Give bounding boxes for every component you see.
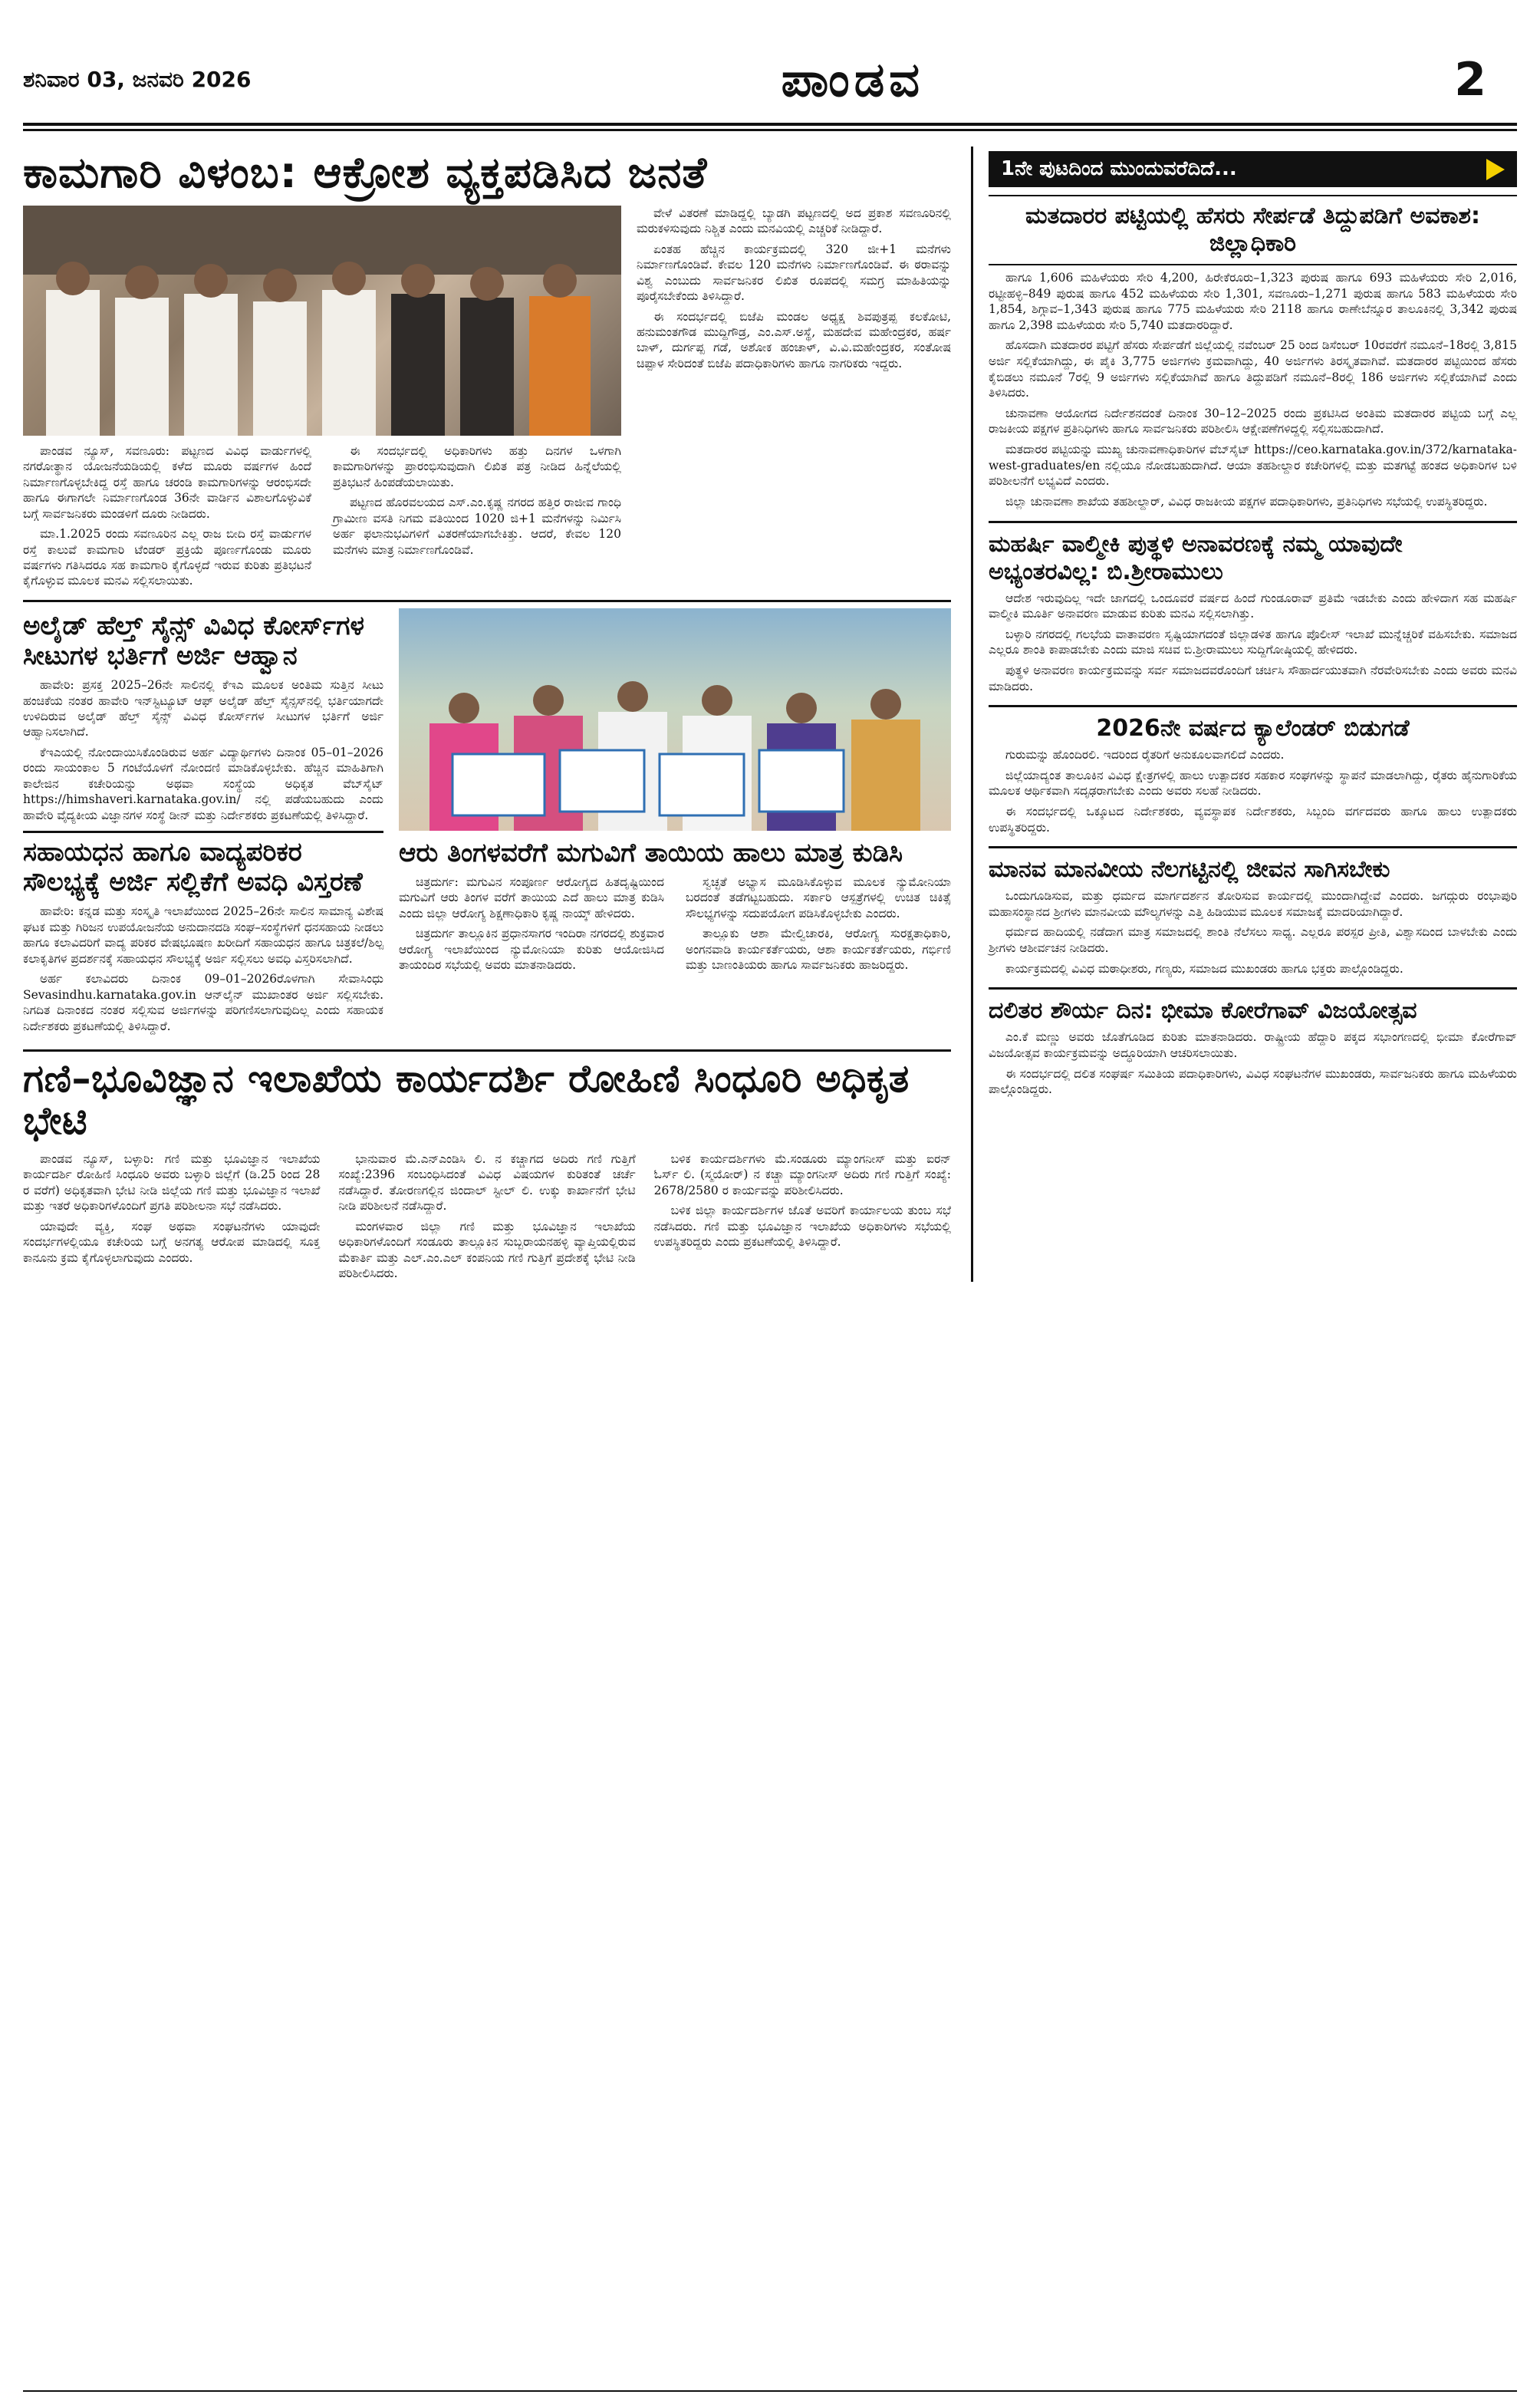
paragraph: ಹಾವೇರಿ: ಕನ್ನಡ ಮತ್ತು ಸಂಸ್ಕೃತಿ ಇಲಾಖೆಯಿಂದ 2025–26ನೇ ಸಾಲಿನ ಸಾಮಾನ್ಯ ವಿಶೇಷ ಘಟಕ ಮತ್ತು ಗಿರಿಜನ ಉಪಯೋಜನೆಯ ಅನುದಾನದಡಿ ಸಂಘ–ಸಂಸ್ಥೆಗಳಿಗೆ ಧನಸಹಾಯ ನೀಡಲು ಹಾಗೂ ಕಲಾವಿದರಿಗೆ ವಾದ್ಯ ಪರಿಕರ ವೇಷಭೂಷಣ ಖರೀದಿಗೆ ಸಹಾಯಧನ ಹಾಗೂ ಚಿತ್ರಕಲೆ/ಶಿಲ್ಪ ಕಲಾಕೃತಿಗಳ ಪ್ರದರ್ಶನಕ್ಕೆ ಸಹಾಯಧನ ಸೌಲಭ್ಯಕ್ಕೆ ಅರ್ಜಿ ಸಲ್ಲಿಸಲು ಅವಧಿ ವಿಸ್ತರಿಸಲಾಗಿದೆ. [23,904,383,966]
paragraph: ಚಿತ್ರದುರ್ಗ ತಾಲ್ಲೂಕಿನ ಪ್ರಧಾನಸಾಗರ ಇಂದಿರಾ ನಗರದಲ್ಲಿ ಶುಕ್ರವಾರ ಆರೋಗ್ಯ ಇಲಾಖೆಯಿಂದ ನ್ಯುಮೋನಿಯಾ ಕುರಿತು ಆಯೋಜಿಸಿದ ತಾಯಂದಿರ ಸಭೆಯಲ್ಲಿ ಅವರು ಮಾತನಾಡಿದರು. [399,927,664,973]
paragraph: ಈ ಸಂದರ್ಭದಲ್ಲಿ ಅಧಿಕಾರಿಗಳು ಹತ್ತು ದಿನಗಳ ಒಳಗಾಗಿ ಕಾಮಗಾರಿಗಳನ್ನು ಪ್ರಾರಂಭಿಸುವುದಾಗಿ ಲಿಖಿತ ಪತ್ರ ನೀಡಿದ ಹಿನ್ನೆಲೆಯಲ್ಲಿ ಪ್ರತಿಭಟನೆ ಹಿಂಪಡೆಯಲಾಯಿತು. [333,443,621,489]
voter-list-headline: ಮತದಾರರ ಪಟ್ಟಿಯಲ್ಲಿ ಹೆಸರು ಸೇರ್ಪಡೆ ತಿದ್ದುಪಡಿಗೆ ಅವಕಾಶ: ಜಿಲ್ಲಾಧಿಕಾರಿ [989,195,1517,265]
paragraph: ಆದೇಶ ಇರುವುದಿಲ್ಲ ಇದೇ ಜಾಗದಲ್ಲಿ ಒಂದೂವರೆ ವರ್ಷದ ಹಿಂದೆ ಗುಂಡೂರಾವ್ ಪ್ರತಿಮೆ ಇಡಬೇಕು ಎಂದು ಹೇಳಿದಾಗ ಸಹ ಮಹರ್ಷಿ ವಾಲ್ಮೀಕಿ ಮೂರ್ತಿ ಅನಾವರಣ ಮಾಡುವ ಕುರಿತು ಮನವಿ ಸಲ್ಲಿಸಲಾಗಿತ್ತು. [989,591,1517,621]
lead-row [23,206,951,589]
lead-story [23,148,951,589]
middle-row [23,608,951,1039]
allied-health-story [23,611,383,823]
paragraph: ಪುತ್ಥಳಿ ಅನಾವರಣ ಕಾರ್ಯಕ್ರಮವನ್ನು ಸರ್ವ ಸಮಾಜದವರೊಂದಿಗೆ ಚರ್ಚಿಸಿ ಸೌಹಾರ್ದಯುತವಾಗಿ ನೆರವೇರಿಸಬೇಕು ಎಂದು ಅವರು ಮನವಿ ಮಾಡಿದರು. [989,663,1517,693]
section-divider [23,1049,951,1052]
music-grant-body [23,904,383,1034]
paragraph: ಎಂ.ಕೆ ಮಣ್ಣು ಅವರು ಜೊತೆಗೂಡಿದ ಕುರಿತು ಮಾತನಾಡಿದರು. ರಾಷ್ಟ್ರೀಯ ಹೆದ್ದಾರಿ ಪಕ್ಕದ ಸಭಾಂಗಣದಲ್ಲಿ ಭೀಮಾ ಕೋರೆಗಾವ್ ವಿಜಯೋತ್ಸವ ಕಾರ್ಯಕ್ರಮವನ್ನು ಅದ್ಧೂರಿಯಾಗಿ ಆಚರಿಸಲಾಯಿತು. [989,1030,1517,1060]
arrow-right-icon [1486,159,1505,180]
masthead [23,37,1517,126]
calendar-story [989,715,1517,835]
mining-story [23,1058,951,1282]
lead-photo-art [23,206,621,436]
footer-rule [23,2390,1517,2392]
paragraph: ಬಳಿಕ ಜಿಲ್ಲಾ ಕಾರ್ಯದರ್ಶಿಗಳ ಜೊತೆ ಅವರಿಗೆ ಕಾರ್ಯಾಲಯ ತುಂಬ ಸಭೆ ನಡೆಸಿದರು. ಗಣಿ ಮತ್ತು ಭೂವಿಜ್ಞಾನ ಇಲಾಖೆಯ ಅಧಿಕಾರಿಗಳು ಸಭೆಯಲ್ಲಿ ಉಪಸ್ಥಿತರಿದ್ದರು ಎಂದು ಪ್ರಕಟಣೆಯಲ್ಲಿ ತಿಳಿಸಿದ್ದಾರೆ. [653,1204,951,1250]
paragraph: ಯಾವುದೇ ವ್ಯಕ್ತಿ, ಸಂಘ ಅಥವಾ ಸಂಘಟನೆಗಳು ಯಾವುದೇ ಸಂದರ್ಭಗಳಲ್ಲಿಯೂ ಕಚೇರಿಯ ಬಗ್ಗೆ ಅನಗತ್ಯ ಆರೋಪ ಮಾಡಿದಲ್ಲಿ ಸೂಕ್ತ ಕಾನೂನು ಕ್ರಮ ಕೈಗೊಳ್ಳಲಾಗುವುದು ಎಂದರು. [23,1219,321,1265]
paragraph: ಪಾಂಡವ ನ್ಯೂಸ್, ಸವಣೂರು: ಪಟ್ಟಣದ ವಿವಿಧ ವಾರ್ಡುಗಳಲ್ಲಿ ನಗರೋತ್ಥಾನ ಯೋಜನೆಯಡಿಯಲ್ಲಿ ಕಳೆದ ಮೂರು ವರ್ಷಗಳ ಹಿಂದೆ ನಿರ್ಮಾಣಗೊಳ್ಳಬೇಕಿದ್ದ ರಸ್ತೆ ಹಾಗೂ ಚರಂಡಿ ಕಾಮಗಾರಿಗಳನ್ನು ಆರಂಭಿಸದೇ ಹಾಗೂ ಈಗಾಗಲೇ ನಿರ್ಮಾಣಗೊಂಡ 36ನೇ ವಾರ್ಡಿನ ವಿಶಾಲಗೊಳ್ಳುವಿಕೆ ಬಗ್ಗೆ ಸಾರ್ವಜನಿಕರು ಮಂಡಳಿಗೆ ದೂರು ನೀಡಿದರು. [23,443,311,521]
paragraph: ಈ ಸಂದರ್ಭದಲ್ಲಿ ಒಕ್ಕೂಟದ ನಿರ್ದೇಶಕರು, ವ್ಯವಸ್ಥಾಪಕ ನಿರ್ದೇಶಕರು, ಸಿಬ್ಬಂದಿ ವರ್ಗದವರು ಹಾಗೂ ಹಾಲು ಉತ್ಪಾದಕರು ಉಪಸ್ಥಿತರಿದ್ದರು. [989,805,1517,835]
mother-milk-photo [399,608,951,831]
section-divider [989,987,1517,990]
paragraph: ಮಾ.1.2025 ರಂದು ಸವಣೂರಿನ ಎಲ್ಲ ರಾಜ ಬೀದಿ ರಸ್ತೆ ವಾರ್ಡುಗಳ ರಸ್ತೆ ಕಾಲುವೆ ಕಾಮಗಾರಿ ಟೆಂಡರ್ ಪ್ರಕ್ರಿಯೆ ಪೂರ್ಣಗೊಂಡು ಮೂರು ವರ್ಷಗಳು ಗತಿಸಿದರೂ ಸಹ ಕಾಮಗಾರಿ ಕೈಗೊಳ್ಳದೆ ಇರುವ ಕುರಿತು ಪ್ರತಿಭಟನೆ ಕೈಗೊಳ್ಳುವ ಮೂಲಕ ಮನವಿ ಸಲ್ಲಿಸಲಾಯಿತು. [23,527,311,588]
middle-right-story [399,608,951,1039]
lead-headline: ಕಾಮಗಾರಿ ವಿಳಂಬ: ಆಕ್ರೋಶ ವ್ಯಕ್ತಪಡಿಸಿದ ಜನತೆ [23,148,708,198]
humanity-story [989,856,1517,977]
humanity-headline: ಮಾನವ ಮಾನವೀಯ ನೆಲಗಟ್ಟಿನಲ್ಲಿ ಜೀವನ ಸಾಗಿಸಬೇಕು [989,856,1390,884]
valmiki-headline: ಮಹರ್ಷಿ ವಾಲ್ಮೀಕಿ ಪುತ್ಥಳಿ ಅನಾವರಣಕ್ಕೆ ನಮ್ಮ ಯಾವುದೇ ಅಭ್ಯಂತರವಿಲ್ಲ: ಬಿ.ಶ್ರೀರಾಮುಲು [989,530,1403,585]
paragraph: ಜಿಲ್ಲಾ ಚುನಾವಣಾ ಶಾಖೆಯ ತಹಶೀಲ್ದಾರ್, ವಿವಿಧ ರಾಜಕೀಯ ಪಕ್ಷಗಳ ಪದಾಧಿಕಾರಿಗಳು, ಪ್ರತಿನಿಧಿಗಳು ಸಭೆಯಲ್ಲಿ ಉಪಸ್ಥಿತರಿದ್ದರು. [1005,494,1488,509]
paragraph: ಪಟ್ಟಣದ ಹೊರವಲಯದ ಎಸ್.ಎಂ.ಕೃಷ್ಣ ನಗರದ ಹತ್ತಿರ ರಾಜೀವ ಗಾಂಧಿ ಗ್ರಾಮೀಣ ವಸತಿ ನಿಗಮ ವತಿಯಿಂದ 1020 ಜಿ+1 ಮನೆಗಳನ್ನು ನಿರ್ಮಿಸಿ ಅರ್ಹ ಫಲಾನುಭವಿಗಳಿಗೆ ವಿತರಣೆಯಾಗಬೇಕಿತ್ತು. ಆದರೆ, ಕೇವಲ 120 ಮನೆಗಳು ಮಾತ್ರ ನಿರ್ಮಾಣಗೊಂಡಿವೆ. [333,496,621,557]
voter-list-story [989,195,1517,510]
paragraph: ಒಂದುಗೂಡಿಸುವ, ಮತ್ತು ಧರ್ಮದ ಮಾರ್ಗದರ್ಶನ ತೋರಿಸುವ ಕಾರ್ಯದಲ್ಲಿ ಮುಂದಾಗಿದ್ದೇವೆ ಎಂದರು. ಜಗದ್ಗುರು ರಂಭಾಪುರಿ ಮಹಾಸಂಸ್ಥಾನದ ಶ್ರೀಗಳು ಮಾನವೀಯ ಮೌಲ್ಯಗಳನ್ನು ಎತ್ತಿ ಹಿಡಿಯುವ ಮೂಲಕ ಸಮಾಜಕ್ಕೆ ಮಾದರಿಯಾಗಿದ್ದಾರೆ. [989,889,1517,919]
paragraph: ಈ ಸಂದರ್ಭದಲ್ಲಿ ಬಿಜೆಪಿ ಮಂಡಲ ಅಧ್ಯಕ್ಷ ಶಿವಪುತ್ರಪ್ಪ ಕಲಕೋಟಿ, ಹನುಮಂತಗೌಡ ಮುದ್ದಿಗೌಡ್ರ, ಎಂ.ಎಸ್.ಅಸ್ಥೆ, ಮಹದೇವ ಮಹೇಂದ್ರಕರ, ಹರ್ಷ ಬಾಳ್, ದುರ್ಗಪ್ಪ ಗಡೆ, ಅಶೋಕ ಹಂಚಾಳ್, ವಿ.ವಿ.ಮಹೇಂದ್ರಕರ, ಸಂತೋಷ ಚಿಪ್ಪಾಳ ಸೇರಿದಂತೆ ಬಿಜೆಪಿ ಪದಾಧಿಕಾರಿಗಳು ಹಾಗೂ ನಾಗರಿಕರು ಇದ್ದರು. [637,309,951,371]
paragraph: ಭಾನುವಾರ ಮೆ.ಎನ್‌ಎಂಡಿಸಿ ಲಿ. ನ ಕಚ್ಚಾಗದ ಅದಿರು ಗಣಿ ಗುತ್ತಿಗೆ ಸಂಖ್ಯೆ:2396 ಸಂಬಂಧಿಸಿದಂತೆ ವಿವಿಧ ವಿಷಯಗಳ ಕುರಿತಂತೆ ಚರ್ಚೆ ನಡೆಸಿದ್ದಾರೆ. ತೋರಣಗಲ್ಲಿನ ಜಿಂದಾಲ್ ಸ್ಟೀಲ್ ಲಿ. ಉಕ್ಕು ಕಾರ್ಖಾನೆಗೆ ಭೇಟಿ ನೀಡಿ ಪರಿಶೀಲನೆ ನಡೆಸಿದ್ದಾರೆ. [338,1151,636,1214]
dalit-story [989,997,1517,1097]
paragraph: ಹಾಗೂ 1,606 ಮಹಿಳೆಯರು ಸೇರಿ 4,200, ಹಿರೇಕೆರೂರು–1,323 ಪುರುಷ ಹಾಗೂ 693 ಮಹಿಳೆಯರು ಸೇರಿ 2,016, ರಟ್ಟೀಹಳ್ಳಿ–849 ಪುರುಷ ಹಾಗೂ 452 ಮಹಿಳೆಯರು ಸೇರಿ 1,301, ಸವಣೂರು–1,271 ಪುರುಷ ಹಾಗೂ 583 ಮಹಿಳೆಯರು ಸೇರಿ 1,854, ಶಿಗ್ಗಾವ–1,343 ಪುರುಷ ಹಾಗೂ 775 ಮಹಿಳೆಯರು ಸೇರಿ 2118 ಹಾಗೂ ರಾಣೇಬೆನ್ನೂರ ತಾಲೂಕಿನಲ್ಲಿ 3,342 ಪುರುಷ ಹಾಗೂ 2,398 ಮಹಿಳೆಯರು ಸೇರಿ 5,740 ಮತದಾರರಿದ್ದಾರೆ. [989,271,1517,332]
mining-body [23,1151,951,1282]
right-column [971,147,1517,1282]
section-divider [989,705,1517,707]
paragraph: ಹಾವೇರಿ: ಪ್ರಸಕ್ತ 2025–26ನೇ ಸಾಲಿನಲ್ಲಿ ಕೆಇಎ ಮೂಲಕ ಅಂತಿಮ ಸುತ್ತಿನ ಸೀಟು ಹಂಚಿಕೆಯ ನಂತರ ಹಾವೇರಿ ಇನ್‌ಸ್ಟಿಟ್ಯೂಟ್ ಆಫ್ ಅಲೈಡ್ ಹೆಲ್ತ್ ಸೈನ್ಸಸ್‌ನಲ್ಲಿ ಭರ್ತಿಯಾಗದೇ ಉಳಿದಿರುವ ಅಲೈಡ್ ಹೆಲ್ತ್ ಸೈನ್ಸ್ ವಿವಿಧ ಕೋರ್ಸ್‌ಗಳ ಸೀಟುಗಳ ಭರ್ತಿಗೆ ಅರ್ಜಿ ಆಹ್ವಾನಿಸಲಾಗಿದೆ. [23,678,383,739]
paragraph: ಚಿತ್ರದುರ್ಗ: ಮಗುವಿನ ಸಂಪೂರ್ಣ ಆರೋಗ್ಯದ ಹಿತದೃಷ್ಟಿಯಿಂದ ಮಗುವಿಗೆ ಆರು ತಿಂಗಳ ವರೆಗೆ ತಾಯಿಯ ಎದೆ ಹಾಲು ಮಾತ್ರ ಕುಡಿಸಿ ಎಂದು ಜಿಲ್ಲಾ ಆರೋಗ್ಯ ಶಿಕ್ಷಣಾಧಿಕಾರಿ ಕೃಷ್ಣ ನಾಯ್ಕ್ ಹೇಳಿದರು. [399,874,664,921]
left-column [23,147,951,1282]
dalit-headline: ದಲಿತರ ಶೌರ್ಯ ದಿನ: ಭೀಮಾ ಕೋರೆಗಾವ್ ವಿಜಯೋತ್ಸವ [989,997,1417,1025]
paragraph: ಏಂತಹ ಹೆಚ್ಚಿನ ಕಾರ್ಯಕ್ರಮದಲ್ಲಿ 320 ಜೀ+1 ಮನೆಗಳು ನಿರ್ಮಾಣಗೊಂಡಿವೆ. ಕೇವಲ 120 ಮನೆಗಳು ನಿರ್ಮಾಣಗೊಂಡಿವೆ. ಈ ಠರಾವನ್ನು ವಿಶ್ವ ಎಂಬುದು ಸಾರ್ವಜನಿಕರ ಲಿಖಿತ ರೂಪದಲ್ಲಿ ಸಮಗ್ರ ಮಾಹಿತಿಯನ್ನು ಪೂರೈಸಬೇಕೆಂದು ತಿಳಿಸಿದ್ದಾರೆ. [637,242,951,304]
lead-photo [23,206,621,436]
paragraph: ಈ ಸಂದರ್ಭದಲ್ಲಿ ದಲಿತ ಸಂಘರ್ಷ ಸಮಿತಿಯ ಪದಾಧಿಕಾರಿಗಳು, ವಿವಿಧ ಸಂಘಟನೆಗಳ ಮುಖಂಡರು, ಸಾರ್ವಜನಿಕರು ಹಾಗೂ ಮಹಿಳೆಯರು ಪಾಲ್ಗೊಂಡಿದ್ದರು. [989,1066,1517,1097]
paragraph: ಕಾರ್ಯಕ್ರಮದಲ್ಲಿ ವಿವಿಧ ಮಠಾಧೀಶರು, ಗಣ್ಯರು, ಸಮಾಜದ ಮುಖಂಡರು ಹಾಗೂ ಭಕ್ತರು ಪಾಲ್ಗೊಂಡಿದ್ದರು. [1005,961,1403,976]
paragraph: ಅರ್ಹ ಕಲಾವಿದರು ದಿನಾಂಕ 09–01–2026ರೊಳಗಾಗಿ ಸೇವಾಸಿಂಧು Sevasindhu.karnataka.gov.in ಆನ್‌ಲೈನ್ ಮುಖಾಂತರ ಅರ್ಜಿ ಸಲ್ಲಿಸಬೇಕು. ನಿಗದಿತ ದಿನಾಂಕದ ನಂತರ ಸಲ್ಲಿಸುವ ಅರ್ಜಿಗಳನ್ನು ಪರಿಗಣಿಸಲಾಗುವುದಿಲ್ಲ ಎಂದು ಸಹಾಯಕ ನಿರ್ದೇಶಕರು ಪ್ರಕಟಣೆಯಲ್ಲಿ ತಿಳಿಸಿದ್ದಾರೆ. [23,972,383,1033]
paragraph: ಹೊಸದಾಗಿ ಮತದಾರರ ಪಟ್ಟಿಗೆ ಹೆಸರು ಸೇರ್ಪಡೆಗೆ ಜಿಲ್ಲೆಯಲ್ಲಿ ನವೆಂಬರ್ 25 ರಿಂದ ಡಿಸೆಂಬರ್ 10ರವರೆಗೆ ನಮೂನೆ–18ರಲ್ಲಿ 3,815 ಅರ್ಜಿ ಸಲ್ಲಿಕೆಯಾಗಿದ್ದು, ಈ ಪೈಕಿ 3,775 ಅರ್ಜಿಗಳು ಕ್ರಮವಾಗಿದ್ದು, 40 ಅರ್ಜಿಗಳು ತಿರಸ್ಕೃತವಾಗಿವೆ. ಮತದಾರರ ಪಟ್ಟಿಯಿಂದ ಹೆಸರು ಕೈಬಿಡಲು ನಮೂನೆ 7ರಲ್ಲಿ 9 ಅರ್ಜಿಗಳು ಸಲ್ಲಿಕೆಯಾಗಿವೆ ಹಾಗೂ ತಿದ್ದುಪಡಿಗೆ ನಮೂನೆ–8ರಲ್ಲಿ 186 ಅರ್ಜಿಗಳು ಸಲ್ಲಿಕೆಯಾಗಿವೆ ಎಂದು ತಿಳಿಸಿದರು. [989,338,1517,400]
paragraph: ಸ್ವಚ್ಛತೆ ಅಭ್ಯಾಸ ಮೂಡಿಸಿಕೊಳ್ಳುವ ಮೂಲಕ ನ್ಯುಮೋನಿಯಾ ಬರದಂತೆ ತಡೆಗಟ್ಟಬಹುದು. ಸರ್ಕಾರಿ ಆಸ್ಪತ್ರೆಗಳಲ್ಲಿ ಉಚಿತ ಚಿಕಿತ್ಸೆ ಸೌಲಭ್ಯಗಳನ್ನು ಸದುಪಯೋಗ ಪಡಿಸಿಕೊಳ್ಳಬೇಕು ಎಂದರು. [686,874,951,921]
paragraph: ಬಳಿಕ ಕಾರ್ಯದರ್ಶಿಗಳು ಮೆ.ಸಂಡೂರು ಮ್ಯಾಂಗನೀಸ್ ಮತ್ತು ಐರನ್ ಓರ್ಸ್ ಲಿ. (ಸ್ಮಯೋರ್) ನ ಕಚ್ಚಾ ಮ್ಯಾಂಗನೀಸ್ ಅದಿರು ಗಣಿ ಗುತ್ತಿಗೆ ಸಂಖ್ಯೆ: 2678/2580 ರ ಕಾರ್ಯವನ್ನು ಪರಿಶೀಲಿಸಿದರು. [653,1151,951,1197]
section-divider [989,521,1517,523]
lead-body-right [637,206,951,589]
masthead-rule [23,129,1517,131]
mother-milk-headline: ಆರು ತಿಂಗಳವರೆಗೆ ಮಗುವಿಗೆ ತಾಯಿಯ ಹಾಲು ಮಾತ್ರ ಕುಡಿಸಿ [399,837,903,868]
music-grant-headline: ಸಹಾಯಧನ ಹಾಗೂ ವಾದ್ಯಪರಿಕರ ಸೌಲಭ್ಯಕ್ಕೆ ಅರ್ಜಿ ಸಲ್ಲಿಕೆಗೆ ಅವಧಿ ವಿಸ್ತರಣೆ [23,837,363,898]
calendar-headline: 2026ನೇ ವರ್ಷದ ಕ್ಯಾಲೆಂಡರ್ ಬಿಡುಗಡೆ [1096,715,1410,743]
page-body [23,147,1517,1282]
paragraph: ಚುನಾವಣಾ ಆಯೋಗದ ನಿರ್ದೇಶನದಂತೆ ದಿನಾಂಕ 30–12–2025 ರಂದು ಪ್ರಕಟಿಸಿದ ಅಂತಿಮ ಮತದಾರರ ಪಟ್ಟಿಯ ಬಗ್ಗೆ ಎಲ್ಲ ರಾಜಕೀಯ ಪಕ್ಷಗಳ ಪ್ರತಿನಿಧಿಗಳು ಹಾಗೂ ಸಾರ್ವಜನಿಕರು ಪರಿಶೀಲಿಸಿ ಆಕ್ಷೇಪಣೆಗಳಿದ್ದಲ್ಲಿ ಸಲ್ಲಿಸಬಹುದಾಗಿದೆ. [989,406,1517,436]
valmiki-story [989,531,1517,695]
allied-health-headline: ಅಲೈಡ್ ಹೆಲ್ತ್ ಸೈನ್ಸ್ ವಿವಿಧ ಕೋರ್ಸ್‌ಗಳ ಸೀಟುಗಳ ಭರ್ತಿಗೆ ಅರ್ಜಿ ಆಹ್ವಾನ [23,610,364,671]
music-grant-story [23,838,383,1034]
section-divider [23,831,383,833]
lead-body-left [23,443,621,589]
mining-headline: ಗಣಿ–ಭೂವಿಜ್ಞಾನ ಇಲಾಖೆಯ ಕಾರ್ಯದರ್ಶಿ ರೋಹಿಣಿ ಸಿಂಧೂರಿ ಅಧಿಕೃತ ಭೇಟಿ [23,1056,910,1143]
middle-left-stories [23,608,383,1039]
paragraph: ಗುರುಮನ್ನು ಹೊಂದಿರಲಿ. ಇದರಿಂದ ರೈತರಿಗೆ ಅನುಕೂಲವಾಗಲಿದೆ ಎಂದರು. [1005,748,1285,762]
paragraph: ಮತದಾರರ ಪಟ್ಟಿಯನ್ನು ಮುಖ್ಯ ಚುನಾವಣಾಧಿಕಾರಿಗಳ ವೆಬ್‌ಸೈಟ್ https://ceo.karnataka.gov.in/372/karnataka-west-graduates/en ನಲ್ಲಿಯೂ ನೋಡಬಹುದಾಗಿದೆ. ಆಯಾ ತಹಶೀಲ್ದಾರ ಕಚೇರಿಗಳಲ್ಲಿ ಮತ್ತು ಮತಗಟ್ಟೆ ಹಂತದ ಅಧಿಕಾರಿಗಳ ಬಳಿ ಪರಿಶೀಲನೆಗೆ ಲಭ್ಯವಿದೆ ಎಂದರು. [989,443,1517,489]
paragraph: ತಾಲ್ಲೂಕು ಆಶಾ ಮೇಲ್ವಿಚಾರಕಿ, ಆರೋಗ್ಯ ಸುರಕ್ಷತಾಧಿಕಾರಿ, ಅಂಗನವಾಡಿ ಕಾರ್ಯಕರ್ತೆಯರು, ಆಶಾ ಕಾರ್ಯಕರ್ತೆಯರು, ಗರ್ಭಿಣಿ ಮತ್ತು ಬಾಣಂತಿಯರು ಹಾಗೂ ಸಾರ್ವಜನಿಕರು ಹಾಜರಿದ್ದರು. [686,927,951,973]
continued-banner [989,151,1517,187]
section-divider [989,846,1517,848]
mother-milk-photo-art [399,608,951,831]
continued-label: 1ನೇ ಪುಟದಿಂದ ಮುಂದುವರೆದಿದೆ... [1001,157,1237,180]
issue-date: ಶನಿವಾರ 03, ಜನವರಿ 2026 [23,67,252,92]
paragraph: ಜಿಲ್ಲೆಯಾದ್ಯಂತ ತಾಲೂಕಿನ ವಿವಿಧ ಕ್ಷೇತ್ರಗಳಲ್ಲಿ ಹಾಲು ಉತ್ಪಾದಕರ ಸಹಕಾರ ಸಂಘಗಳನ್ನು ಸ್ಥಾಪನೆ ಮಾಡಲಾಗಿದ್ದು, ರೈತರು ಹೈನುಗಾರಿಕೆಯ ಮೂಲಕ ಆರ್ಥಿಕವಾಗಿ ಸದೃಢರಾಗಬೇಕು ಎಂದು ಅವರು ಸಲಹೆ ನೀಡಿದರು. [989,768,1517,799]
allied-health-body [23,677,383,823]
paragraph: ಧರ್ಮದ ಹಾದಿಯಲ್ಲಿ ನಡೆದಾಗ ಮಾತ್ರ ಸಮಾಜದಲ್ಲಿ ಶಾಂತಿ ನೆಲೆಸಲು ಸಾಧ್ಯ. ಎಲ್ಲರೂ ಪರಸ್ಪರ ಪ್ರೀತಿ, ವಿಶ್ವಾಸದಿಂದ ಬಾಳಬೇಕು ಎಂದು ಶ್ರೀಗಳು ಆಶೀರ್ವಚನ ನೀಡಿದರು. [989,925,1517,956]
paragraph: ವೇಳೆ ವಿತರಣೆ ಮಾಡಿದ್ದಲ್ಲಿ ಬ್ಯಾಡಗಿ ಪಟ್ಟಣದಲ್ಲಿ ಅದ ಪ್ರಕಾಶ ಸವಣೂರಿನಲ್ಲಿ ಮರುಕಳಿಸುವುದು ನಿಶ್ಚಿತ ಎಂದು ಮನವಿಯಲ್ಲಿ ಎಚ್ಚರಿಕೆ ನೀಡಿದ್ದಾರೆ. [637,206,951,236]
mother-milk-body [399,874,951,978]
paragraph: ಮಂಗಳವಾರ ಜಿಲ್ಲಾ ಗಣಿ ಮತ್ತು ಭೂವಿಜ್ಞಾನ ಇಲಾಖೆಯ ಅಧಿಕಾರಿಗಳೊಂದಿಗೆ ಸಂಡೂರು ತಾಲ್ಲೂಕಿನ ಸುಬ್ಬರಾಯನಹಳ್ಳಿ ವ್ಯಾಪ್ತಿಯಲ್ಲಿರುವ ಮೆಕಾರ್ತಿ ಮತ್ತು ಎಲ್.ಎಂ.ಎಲ್ ಕಂಪನಿಯ ಗಣಿ ಗುತ್ತಿಗೆ ಪ್ರದೇಶಕ್ಕೆ ಭೇಟಿ ನೀಡಿ ಪರಿಶೀಲಿಸಿದರು. [338,1219,636,1281]
paragraph: ಪಾಂಡವ ನ್ಯೂಸ್, ಬಳ್ಳಾರಿ: ಗಣಿ ಮತ್ತು ಭೂವಿಜ್ಞಾನ ಇಲಾಖೆಯ ಕಾರ್ಯದರ್ಶಿ ರೋಹಿಣಿ ಸಿಂಧೂರಿ ಅವರು ಬಳ್ಳಾರಿ ಜಿಲ್ಲೆಗೆ (ಡಿ.25 ರಿಂದ 28 ರ ವರೆಗೆ) ಅಧಿಕೃತವಾಗಿ ಭೇಟಿ ನೀಡಿ ಜಿಲ್ಲೆಯ ಗಣಿ ಮತ್ತು ಭೂವಿಜ್ಞಾನ ಇಲಾಖೆ ಮತ್ತು ಇತರೆ ಅಧಿಕಾರಿಗಳೊಂದಿಗೆ ಪ್ರಗತಿ ಪರಿಶೀಲನಾ ಸಭೆ ನಡೆಸಿದರು. [23,1151,321,1214]
lead-left [23,206,621,589]
paragraph: ಬಳ್ಳಾರಿ ನಗರದಲ್ಲಿ ಗಲಭೆಯ ವಾತಾವರಣ ಸೃಷ್ಟಿಯಾಗದಂತೆ ಜಿಲ್ಲಾಡಳಿತ ಹಾಗೂ ಪೊಲೀಸ್ ಇಲಾಖೆ ಮುನ್ನೆಚ್ಚರಿಕೆ ವಹಿಸಬೇಕು. ಸಮಾಜದ ಎಲ್ಲರೂ ಶಾಂತಿ ಕಾಪಾಡಬೇಕು ಎಂದು ಮಾಜಿ ಸಚಿವ ಬಿ.ಶ್ರೀರಾಮುಲು ಸುದ್ದಿಗೋಷ್ಠಿಯಲ್ಲಿ ಹೇಳಿದರು. [989,627,1517,657]
paragraph: ಕೆಇಎಯಲ್ಲಿ ನೋಂದಾಯಿಸಿಕೊಂಡಿರುವ ಅರ್ಹ ವಿದ್ಯಾರ್ಥಿಗಳು ದಿನಾಂಕ 05–01–2026 ರಂದು ಸಾಯಂಕಾಲ 5 ಗಂಟೆಯೊಳಗೆ ನೋಂದಣಿ ಮಾಡಿಕೊಳ್ಳಬೇಕು. ಹೆಚ್ಚಿನ ಮಾಹಿತಿಗಾಗಿ ಕಾಲೇಜಿನ ಕಚೇರಿಯನ್ನು ಅಥವಾ ಸಂಸ್ಥೆಯ ಅಧಿಕೃತ ವೆಬ್‌ಸೈಟ್ https://himshaveri.karnataka.gov.in/ ನಲ್ಲಿ ಪಡೆಯಬಹುದು ಎಂದು ಹಾವೇರಿ ವೈದ್ಯಕೀಯ ವಿಜ್ಞಾನಗಳ ಸಂಸ್ಥೆ ಡೀನ್ ಮತ್ತು ನಿರ್ದೇಶಕರು ಪ್ರಕಟಣೆಯಲ್ಲಿ ತಿಳಿಸಿದ್ದಾರೆ. [23,745,383,822]
newspaper-brand: ಪಾಂಡವ [781,51,925,107]
section-divider [23,600,951,602]
page-number: 2 [1454,53,1486,107]
